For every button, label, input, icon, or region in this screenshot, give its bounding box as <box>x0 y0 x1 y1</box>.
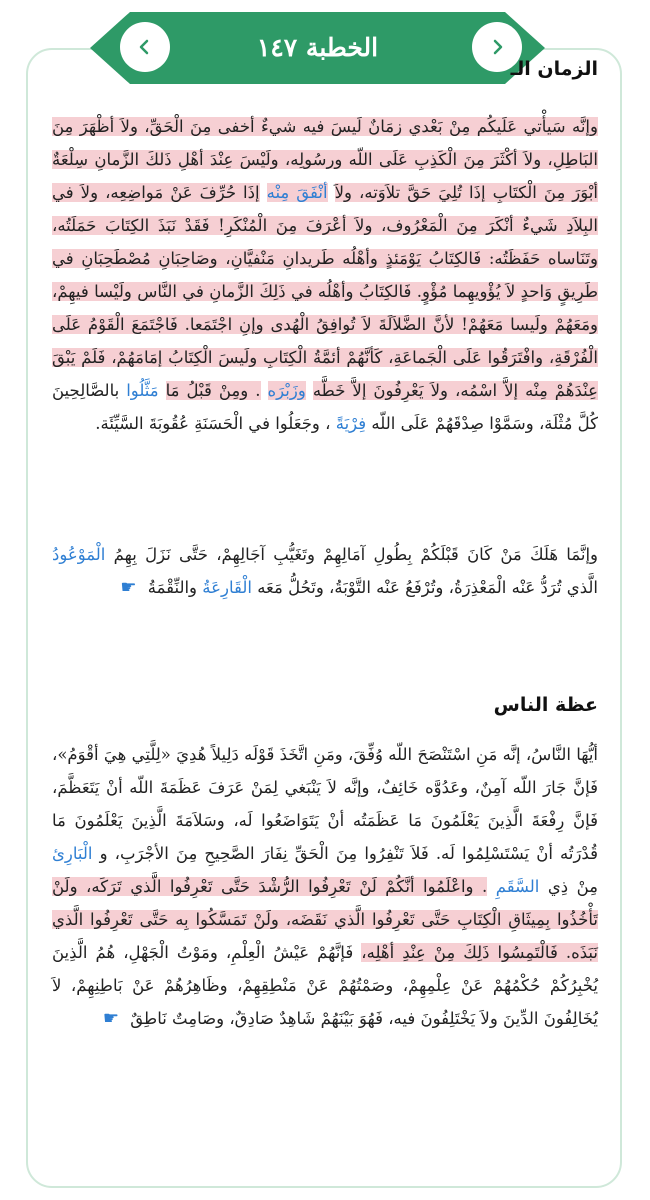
chevron-left-icon <box>136 38 154 56</box>
glossary-link[interactable]: السَّقَمِ <box>495 877 540 896</box>
glossary-link[interactable]: الْبَارِئ <box>52 844 93 863</box>
glossary-link[interactable]: مَثَّلُوا <box>126 381 159 400</box>
section-heading: عظة الناس <box>493 694 598 716</box>
prev-button[interactable] <box>120 22 170 72</box>
glossary-link[interactable]: الْقَارِعَةُ <box>202 578 252 597</box>
page-title: الخطبة ١٤٧ <box>256 33 379 62</box>
paragraph-text: الَّذي تُرَدُّ عَنْه الْمَعْذِرَةُ، وتُرْفَعُ عَنْه التَّوْبَةُ، وتَحُلُّ مَعَه <box>257 578 598 597</box>
sermon-paragraph <box>52 538 598 604</box>
highlighted-text[interactable]: وإنَّه سَيأْتي عَلَيكُم مِنْ بَعْدي زمَانٌ لَيسَ فيه شيءٌ أخفى مِنَ الْحَقِّ، ولاَ أظْهَرَ مِنَ البَاطِلِ، ولاَ أكْثَرَ مِنَ الْكَذِبِ عَلَى اللّه ورسُولِه، ولَيْسَ عِنْدَ أهْلِ ذَلكَ الزَّمانِ سِلْعَةٌ أبْوَرَ مِنَ الْكتَابِ إذَا تُلِيَ حَقَّ تلاَوَته، ولاَ <box>52 117 598 202</box>
glossary-link[interactable]: الْمَوْعُودُ <box>52 545 106 564</box>
paragraph-text: ، وجَعَلُوا في الْحَسَنَةِ عُقُوبَةَ السَّيِّئَة. <box>95 414 331 433</box>
paragraph-text: بالصَّالِحِينَ كُلَّ مُثْلَة، وسَمَّوْا صِدْقَهُمْ عَلَى اللّه <box>52 381 598 433</box>
paragraph-text: والنِّقْمَةُ <box>147 578 198 597</box>
sermon-paragraph <box>52 738 598 1035</box>
chevron-right-icon <box>488 38 506 56</box>
highlighted-text[interactable]: . واعْلَمُوا أنَّكُمْ لَنْ تَعْرِفُوا الرُّشْدَ حَتَّى تَعْرِفُوا الَّذي تَرَكَه، ولَنْ تَأْخُذُوا بِمِيثَاقِ الْكِتَابِ حَتَّى تَعْرِفُوا الَّذي نَقَضَه، ولَنْ تَمَسَّكُوا بِه حَتَّى تَعْرِفُوا الَّذي نَبَذَه. فَالْتَمِسُوا ذَلِكَ مِنْ عِنْدِ أهْلِه، <box>52 877 598 962</box>
paragraph-text: مِنْ ذِي <box>547 877 599 896</box>
pointing-hand-icon[interactable]: ☛ <box>120 577 137 598</box>
section-heading: الزمان الـ <box>510 58 598 80</box>
pointing-hand-icon[interactable]: ☛ <box>102 1008 120 1029</box>
glossary-link[interactable]: أنْفَقَ مِنْه <box>266 183 328 202</box>
paragraph-text: أيُّهَا النَّاسُ، إنَّه مَنِ اسْتَنْصَحَ اللّه وُفِّقَ، ومَنِ اتَّخَذَ قَوْلَه دَلِيلاً هُدِيَ «لِلَّتِي هِيَ أقْوَمُ»، فَإنَّ جَارَ اللّه آمِنٌ، وعَدُوَّه خَائِفٌ، وإنَّه لاَ يَنْبَغي لِمَنْ عَرَفَ عَظَمَةَ اللّه أنْ يَتَعَظَّمَ، فَإنَّ رِفْعَةَ الَّذِينَ يَعْلَمُونَ مَا عَظَمَتُه أنْ يَتَوَاضَعُوا لَه، وسَلاَمَةَ الَّذِينَ يَعْلَمُونَ مَا قُدْرَتُه أنْ يَسْتَسْلِمُوا لَه. فَلاَ تَنْفِرُوا مِنَ الْحَقِّ نِفَارَ الصَّحِيحِ مِنَ الأجْرَبِ، و <box>52 745 598 863</box>
paragraph-text: فَإنَّهُمْ عَيْشُ الْعِلْمِ، ومَوْتُ الْجَهْلِ، هُمُ الَّذِينَ يُخْبِرُكُمْ حُكْمُهُمْ عَنْ عِلْمِهِمْ، وصَمْتُهُمْ عَنْ مَنْطِقِهِمْ، وظَاهِرُهُمْ عَنْ بَاطِنِهِمْ، لاَ يُخَالِفُونَ الدِّينَ ولاَ يَخْتَلِفُونَ فيه، فَهُوَ بَيْنَهُمْ شَاهِدٌ صَادِقٌ، وصَامِتٌ نَاطِقٌ <box>52 943 598 1028</box>
glossary-link[interactable]: فِرْيَةً <box>335 414 367 433</box>
highlighted-text[interactable]: . ومِنْ قَبْلُ مَا <box>165 381 261 400</box>
highlighted-text[interactable]: إذَا حُرِّفَ عَنْ مَواضِعِه، ولاَ في البِلاَدِ شَيءٌ أنْكَرَ مِنَ الْمَعْرُوف، ولاَ أعْرَفَ مِنَ الْمُنْكَرِ! فَقَدْ نَبَذَ الكِتَابَ حَمَلَتُه، وتَنَاساه حَفَظَتُه: فَالكِتَابُ يَوْمَئذٍ وأهْلُه طَريدانِ مَنْفيَّانِ، وصَاحِبَانِ مُصْطَحِبَانِ في طَرِيقٍ وَاحدٍ لاَ يُؤْويهِما مُؤْوٍ. فَالكِتَابُ وأهْلُه في ذَلِكَ الزَّمانِ في النَّاس ولَيْسا فيهِمْ، ومَعَهُمْ ولَيسا مَعَهُمْ! لأنَّ الضَّلاَلَةَ لاَ تُوافِقُ الْهُدى وإنِ اجْتَمَعا. فَاجْتَمَعَ الْقَوْمُ عَلَى الْفُرْقَةِ، وافْتَرَقُوا عَلَى الْجَماعَةِ، كَأنَّهُمْ أئمَّةُ الْكِتَابِ ولَيسَ الْكِتَابُ إمَامَهُمْ، فَلَمْ يَبْقَ عِنْدَهُمْ مِنْه إلاَّ اسْمُه، ولاَ يَعْرِفُونَ إلاَّ خَطَّه <box>52 183 598 400</box>
paragraph-text: وإنَّمَا هَلَكَ مَنْ كَانَ قَبْلَكُمْ بِطُولِ آمَالِهِمْ وتَغَيُّبِ آجَالِهِمْ، حَتَّى نَزَلَ بِهِمُ <box>113 545 599 564</box>
sermon-paragraph <box>52 110 598 440</box>
glossary-link[interactable]: وزَبْرَه <box>267 381 306 400</box>
